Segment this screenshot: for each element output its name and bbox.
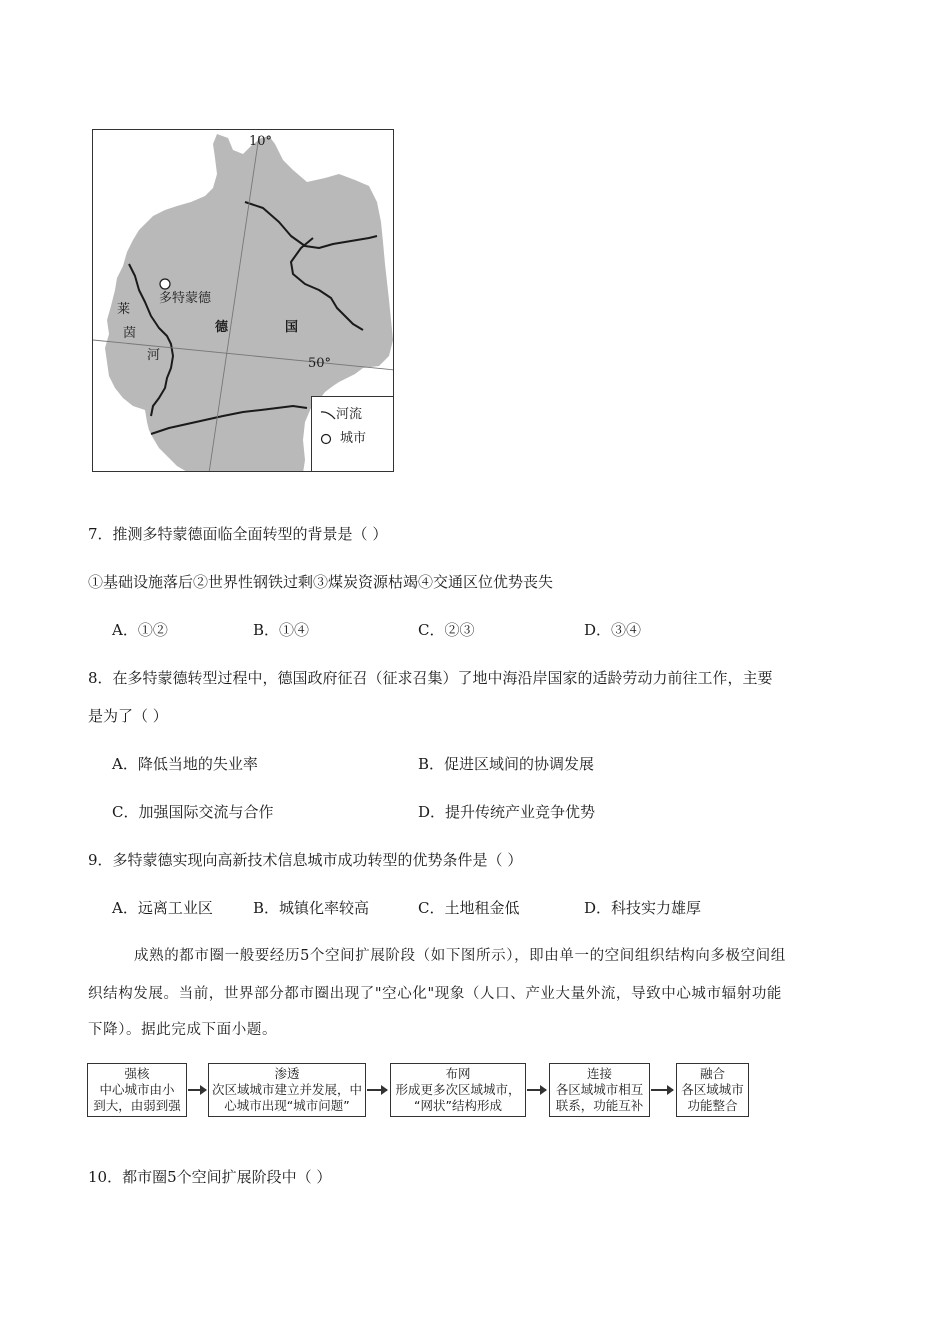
flow-stage-1-head: 强核 <box>124 1066 150 1081</box>
question-10-stem: 10．都市圈5个空间扩展阶段中（ ） <box>88 1168 332 1186</box>
flow-stage-5-line-1: 各区域城市 <box>681 1082 744 1097</box>
city-legend-icon <box>320 433 336 445</box>
flow-stage-2-head: 渗透 <box>274 1066 300 1081</box>
flow-stage-2-line-1: 次区域城市建立并发展，中 <box>211 1082 362 1097</box>
flow-stage-1 <box>87 1063 187 1117</box>
map-legend <box>311 396 394 472</box>
germany-map <box>92 129 394 472</box>
question-8-stem-line2: 是为了（ ） <box>88 707 168 725</box>
river-legend-icon <box>320 409 336 421</box>
q9-option-b[interactable]: B．城镇化率较高 <box>253 899 370 917</box>
flow-stage-4 <box>549 1063 650 1117</box>
question-8-stem-line1: 8．在多特蒙德转型过程中，德国政府征召（征求召集）了地中海沿岸国家的适龄劳动力前往工作，主要 <box>88 669 773 687</box>
q7-option-d[interactable]: D．③④ <box>584 621 642 639</box>
flow-stage-4-line-1: 各区域城市相互 <box>555 1082 644 1097</box>
question-9-stem: 9．多特蒙德实现向高新技术信息城市成功转型的优势条件是（ ） <box>88 851 523 869</box>
passage-line-2: 织结构发展。当前，世界部分都市圈出现了"空心化"现象（人口、产业大量外流，导致中心城市辐射功能 <box>88 986 783 1002</box>
country-char-2: 国 <box>285 320 299 335</box>
flow-stage-3 <box>390 1063 526 1117</box>
q8-option-d[interactable]: D．提升传统产业竞争优势 <box>418 803 596 821</box>
flow-stage-2 <box>208 1063 366 1117</box>
passage-line-1: 成熟的都市圈一般要经历5个空间扩展阶段（如下图所示），即由单一的空间组织结构向多极空间组 <box>134 948 786 964</box>
flow-stage-5 <box>676 1063 749 1117</box>
flow-stage-1-line-2: 到大，由弱到强 <box>93 1098 181 1113</box>
q9-option-a[interactable]: A．远离工业区 <box>112 899 213 917</box>
river-char-2: 茵 <box>123 326 137 341</box>
flow-stage-3-line-1: 形成更多次区域城市， <box>395 1082 521 1097</box>
flow-stage-4-line-2: 联系，功能互补 <box>555 1098 644 1113</box>
flow-stage-4-head: 连接 <box>586 1066 612 1081</box>
flow-arrow-3 <box>527 1089 546 1091</box>
flow-stage-3-line-2: “网状”结构形成 <box>414 1098 502 1113</box>
legend-river-label: 河流 <box>336 407 363 422</box>
legend-city-label: 城市 <box>340 431 367 446</box>
latitude-label: 50° <box>308 356 332 371</box>
river-char-3: 河 <box>147 348 161 363</box>
flow-arrow-2 <box>367 1089 387 1091</box>
q9-option-d[interactable]: D．科技实力雄厚 <box>584 899 702 917</box>
q8-option-b[interactable]: B．促进区域间的协调发展 <box>418 755 595 773</box>
q8-option-c[interactable]: C．加强国际交流与合作 <box>112 803 274 821</box>
q8-option-a[interactable]: A．降低当地的失业率 <box>112 755 258 773</box>
question-7-stem: 7．推测多特蒙德面临全面转型的背景是（ ） <box>88 525 388 543</box>
flow-stage-5-line-2: 功能整合 <box>687 1098 738 1113</box>
flow-stage-2-line-2: 心城市出现“城市问题” <box>224 1098 350 1113</box>
legend-river-row <box>320 407 362 423</box>
q7-option-a[interactable]: A．①② <box>112 621 168 639</box>
flow-stage-3-head: 布网 <box>445 1066 471 1081</box>
longitude-label: 10° <box>249 134 273 149</box>
passage-line-3: 下降）。据此完成下面小题。 <box>88 1022 278 1038</box>
flow-arrow-4 <box>651 1089 673 1091</box>
city-label: 多特蒙德 <box>159 291 212 306</box>
flow-stage-1-line-1: 中心城市由小 <box>99 1082 175 1097</box>
q7-option-c[interactable]: C．②③ <box>418 621 475 639</box>
question-7-statements: ①基础设施落后②世界性钢铁过剩③煤炭资源枯竭④交通区位优势丧失 <box>88 573 554 591</box>
legend-city-row <box>320 431 366 447</box>
river-char-1: 莱 <box>117 302 131 317</box>
country-char-1: 德 <box>215 320 229 335</box>
q9-option-c[interactable]: C．土地租金低 <box>418 899 520 917</box>
q7-option-b[interactable]: B．①④ <box>253 621 310 639</box>
flow-arrow-1 <box>188 1089 206 1091</box>
flow-stage-5-head: 融合 <box>699 1066 725 1081</box>
dortmund-marker <box>160 279 170 289</box>
